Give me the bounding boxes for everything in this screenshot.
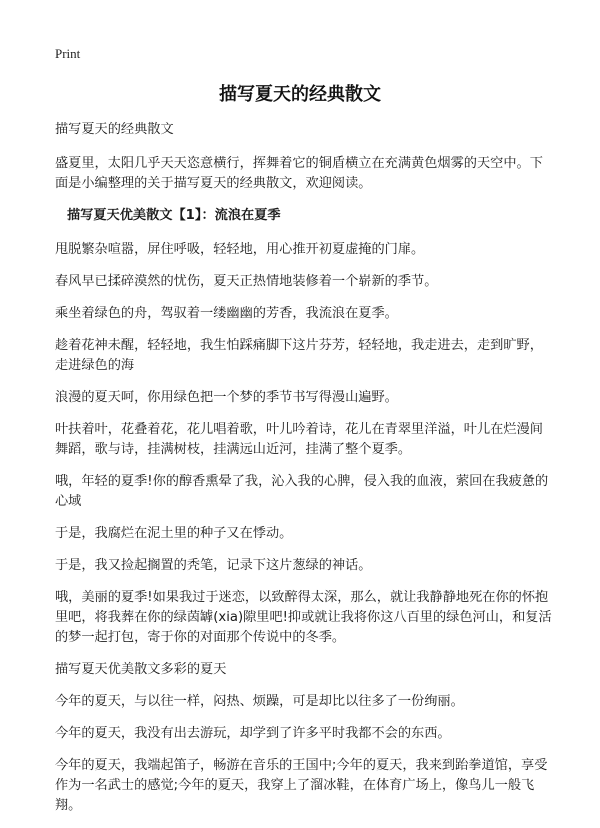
paragraph: 浪漫的夏天呵，你用绿色把一个梦的季节书写得漫山遍野。	[55, 390, 398, 405]
paragraph: 趁着花神未醒，轻轻地，我生怕踩痛脚下这片芬芳，轻轻地，我走进去，走到旷野，走进绿色的海	[55, 338, 543, 373]
paragraph: 春风早已揉碎漠然的忧伤，夏天正热情地装修着一个崭新的季节。	[55, 274, 438, 289]
paragraph: 于是，我腐烂在泥土里的种子又在悸动。	[55, 526, 293, 541]
paragraph: 今年的夏天，与以往一样，闷热、烦躁，可是却比以往多了一份绚丽。	[55, 694, 464, 709]
section-heading-1: 描写夏天优美散文【1】：流浪在夏季	[67, 208, 281, 223]
article-body	[55, 120, 555, 828]
paragraph: 哦，年轻的夏季!你的醇香熏晕了我，沁入我的心脾，侵入我的血液，萦回在我疲惫的心域	[55, 474, 549, 509]
article-subtitle: 描写夏天的经典散文	[55, 122, 174, 137]
paragraph: 今年的夏天，我端起笛子，畅游在音乐的王国中;今年的夏天，我来到跆拳道馆，享受作为一名武士的感觉;今年的夏天，我穿上了溜冰鞋，在体育广场上，像鸟儿一般飞翔。	[55, 758, 548, 813]
paragraph: 哦，美丽的夏季!如果我过于迷恋，以致醉得太深，那么，就让我静静地死在你的怀抱里吧，将我葬在你的绿茵罅(xia)隙里吧!抑或就让我将你这八百里的绿色河山，和复活的梦一起打包，寄于你的对面那个传说中的冬季。	[55, 590, 552, 645]
paragraph: 叶扶着叶，花叠着花，花儿唱着歌，叶儿吟着诗，花儿在青翠里洋溢，叶儿在烂漫间舞蹈，歌与诗，挂满树枝，挂满远山近河，挂满了整个夏季。	[55, 422, 543, 457]
paragraph: 今年的夏天，我没有出去游玩，却学到了许多平时我都不会的东西。	[55, 726, 451, 741]
print-link[interactable]: Print	[55, 46, 81, 61]
paragraph-intro: 盛夏里，太阳几乎天天恣意横行，挥舞着它的铜盾横立在充满黄色烟雾的天空中。下面是小编整理的关于描写夏天的经典散文，欢迎阅读。	[55, 156, 543, 191]
page-title: 描写夏天的经典散文	[219, 84, 381, 105]
paragraph: 于是，我又捡起搁置的秃笔，记录下这片葱绿的神话。	[55, 558, 372, 573]
paragraph: 甩脱繁杂喧嚣，屏住呼吸，轻轻地，用心推开初夏虚掩的门扉。	[55, 242, 425, 257]
paragraph: 乘坐着绿色的舟，驾驭着一缕幽幽的芳香，我流浪在夏季。	[55, 306, 398, 321]
section-heading-2: 描写夏天优美散文多彩的夏天	[55, 662, 227, 677]
